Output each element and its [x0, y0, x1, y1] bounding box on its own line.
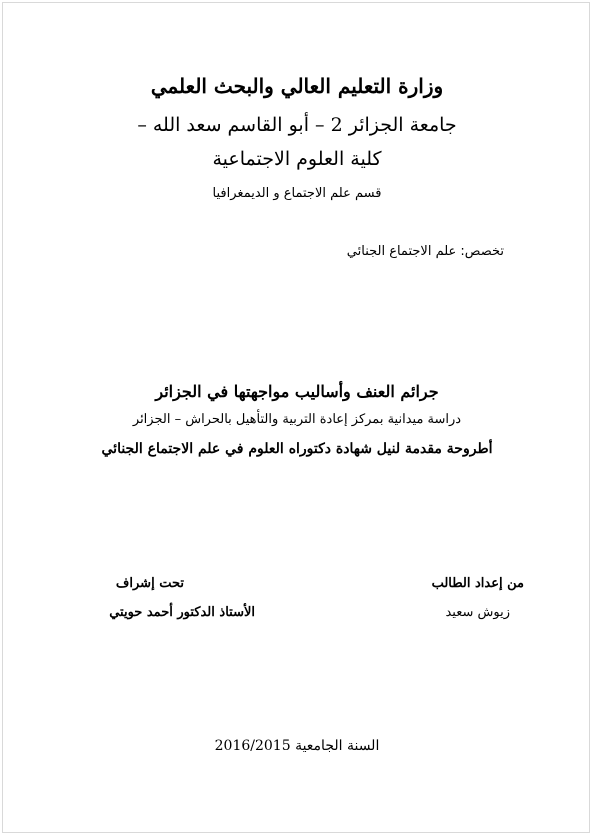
specialty-line: تخصص: علم الاجتماع الجنائي — [346, 244, 504, 259]
department-name: قسم علم الاجتماع و الديمغرافيا — [212, 186, 382, 201]
academic-year: السنة الجامعية 2016/2015 — [214, 738, 380, 754]
thesis-degree: أطروحة مقدمة لنيل شهادة دكتوراه العلوم في علم الاجتماع الجنائي — [101, 441, 493, 457]
supervisor-name: الأستاذ الدكتور أحمد حويتي — [109, 605, 255, 620]
thesis-title: جرائم العنف وأساليب مواجهتها في الجزائر — [155, 382, 439, 401]
thesis-subtitle: دراسة ميدانية بمركز إعادة التربية والتأهيل بالحراش – الجزائر — [132, 412, 462, 427]
ministry-heading: وزارة التعليم العالي والبحث العلمي — [150, 74, 444, 98]
faculty-name: كلية العلوم الاجتماعية — [212, 148, 382, 170]
university-name: جامعة الجزائر 2 – أبو القاسم سعد الله – — [137, 114, 457, 136]
student-name: زيوش سعيد — [445, 605, 510, 620]
prepared-by-label: من إعداد الطالب — [431, 576, 524, 591]
supervision-label: تحت إشراف — [115, 576, 184, 591]
